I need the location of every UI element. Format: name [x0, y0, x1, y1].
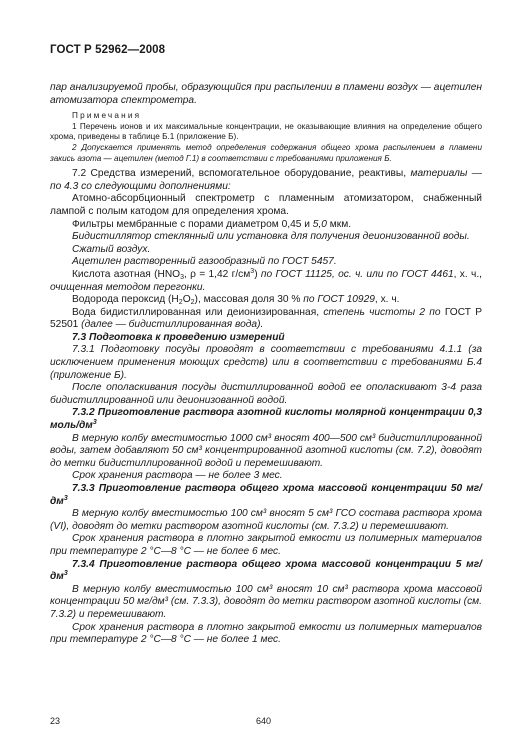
- section-7-3-4-heading: [50, 559, 482, 584]
- equipment-air: Сжатый воздух.: [72, 243, 151, 255]
- peroxide-f: по ГОСТ 10929: [303, 294, 375, 306]
- equipment-acetylene: Ацетилен растворенный газообразный по ГОСТ 5457.: [72, 256, 337, 268]
- s734-head-text: 7.3.4 Приготовление раствора общего хрома массовой концентрации 5 мг/дм: [50, 558, 482, 583]
- s732-head-text: 7.3.2 Приготовление раствора азотной кислоты молярной концентрации 0,3 моль/дм: [50, 407, 482, 432]
- peroxide-e: ), массовая доля 30 %: [194, 294, 304, 306]
- section-7-2-tail: материалы — по 4.3 со следующими дополнениями:: [50, 168, 482, 192]
- nitric-a: Кислота азотная (HNO: [72, 268, 181, 280]
- reagent-peroxide: [50, 294, 482, 307]
- section-7-3-4-storage: Срок хранения раствора в плотно закрытой емкости из полимерных материалов при температуре 2 °С—8 °С — не более 1 мес.: [50, 621, 482, 646]
- filters-text: Фильтры мембранные с порами диаметром 0,45 и: [72, 218, 313, 230]
- notes-title: Примечания: [72, 111, 142, 121]
- s733-head-text: 7.3.3 Приготовление раствора общего хрома массовой концентрации 50 мг/дм: [50, 483, 482, 507]
- note-2: 2 Допускается применять метод определения содержания общего хрома распылением в пламени закись азота — ацетилен (метод Г.1) в соответствии с требованиями приложения Б.: [50, 142, 482, 163]
- section-7-2-lead: 7.2 Средства измерений, вспомогательное оборудование, реактивы,: [72, 168, 411, 180]
- s732-head-sup: 3: [92, 419, 97, 427]
- equipment-bidistiller: Бидистиллятор стеклянный или установка для получения деионизованной воды.: [72, 231, 470, 243]
- peroxide-c: O: [182, 294, 191, 306]
- document-header: ГОСТ Р 52962—2008: [50, 44, 166, 56]
- section-7-3-3-body: В мерную колбу вместимостью 100 см³ вносят 5 см³ ГСО состава раствора хрома (VI), доводят до метки раствором азотной кислоты (см. 7.3.2) и перемешивают.: [50, 508, 482, 532]
- peroxide-g: , х. ч.: [374, 294, 400, 306]
- nitric-e: ): [254, 268, 261, 280]
- peroxide-sub2: 2: [190, 299, 195, 307]
- section-7-3-3-storage: Срок хранения раствора в плотно закрытой емкости из полимерных материалов при температуре 2 °С—8 °С — не более 6 мес.: [50, 533, 482, 557]
- water-c: ГОСТ Р 52501: [50, 306, 482, 331]
- intro-paragraph: пар анализируемой пробы, образующийся при распылении в пламени воздух — ацетилен атомизатора спектрометра.: [50, 82, 482, 106]
- equipment-spectrometer: Атомно-абсорбционный спектрометр с пламенным атомизатором, снабженный лампой с полым катодом для определения хрома.: [50, 193, 482, 217]
- water-a: Вода бидистиллированная или деионизированная,: [72, 306, 324, 318]
- page-number-left: 23: [50, 716, 61, 726]
- section-7-3-1: 7.3.1 Подготовку посуды проводят в соответствии с требованиями 4.1.1 (за исключением применения моющих средств) или в соответствии с требованиями Б.4 (приложение Б).: [50, 344, 482, 381]
- nitric-h: очищенная методом перегонки.: [50, 281, 206, 293]
- section-7-3-3-heading: [50, 483, 482, 508]
- filters-size: 5,0: [312, 218, 327, 230]
- nitric-g: , х. ч.,: [453, 268, 482, 280]
- section-7-3-2-heading: [50, 407, 482, 432]
- s733-head-sup: 3: [63, 494, 68, 502]
- nitric-f: по ГОСТ 11125, ос. ч. или по ГОСТ 4461: [260, 268, 454, 280]
- peroxide-sub1: 2: [178, 299, 183, 307]
- filters-unit: мкм.: [326, 218, 352, 230]
- section-7-3-2-storage: Срок хранения раствора — не более 3 мес.: [72, 470, 283, 482]
- nitric-sup: 3: [250, 267, 255, 275]
- section-7-2-paragraph: [50, 168, 482, 193]
- note-1: 1 Перечень ионов и их максимальные концентрации, не оказывающие влияния на определение общего хрома, приведены в таблице Б.1 (приложение Б).: [50, 121, 482, 142]
- nitric-c: , ρ = 1,42 г/см: [184, 268, 251, 280]
- equipment-filters: [50, 219, 482, 232]
- water-d: (далее — бидистиллированная вода).: [81, 319, 264, 331]
- reagent-water: [50, 307, 482, 332]
- page-number-center: 640: [256, 716, 272, 726]
- water-b: степень чистоты 2 по: [323, 306, 441, 318]
- section-7-3-heading: 7.3 Подготовка к проведению измерений: [72, 331, 285, 343]
- section-7-3-2-body: В мерную колбу вместимостью 1000 см³ вносят 400—500 см³ бидистиллированной воды, затем добавляют 50 см³ концентрированной азотной кислоты (см. 7.2), доводят до метки бидистиллированной водой и перемешивают.: [50, 432, 482, 469]
- section-7-3-1-rinse: После ополаскивания посуды дистиллированной водой ее ополаскивают 3-4 раза бидистиллированной или деионизованной водой.: [50, 382, 482, 406]
- document-body: [50, 82, 482, 647]
- nitric-sub: 3: [180, 273, 185, 281]
- peroxide-a: Водорода пероксид (H: [72, 294, 179, 306]
- reagent-nitric-acid: [50, 269, 482, 294]
- s734-head-sup: 3: [63, 570, 68, 578]
- section-7-3-4-body: В мерную колбу вместимостью 100 см³ вносят 10 см³ раствора хрома массовой концентрации 50 мг/дм³ (см. 7.3.3), доводят до метки раствором азотной кислоты (см. 7.3.2) и перемешивают.: [50, 583, 482, 620]
